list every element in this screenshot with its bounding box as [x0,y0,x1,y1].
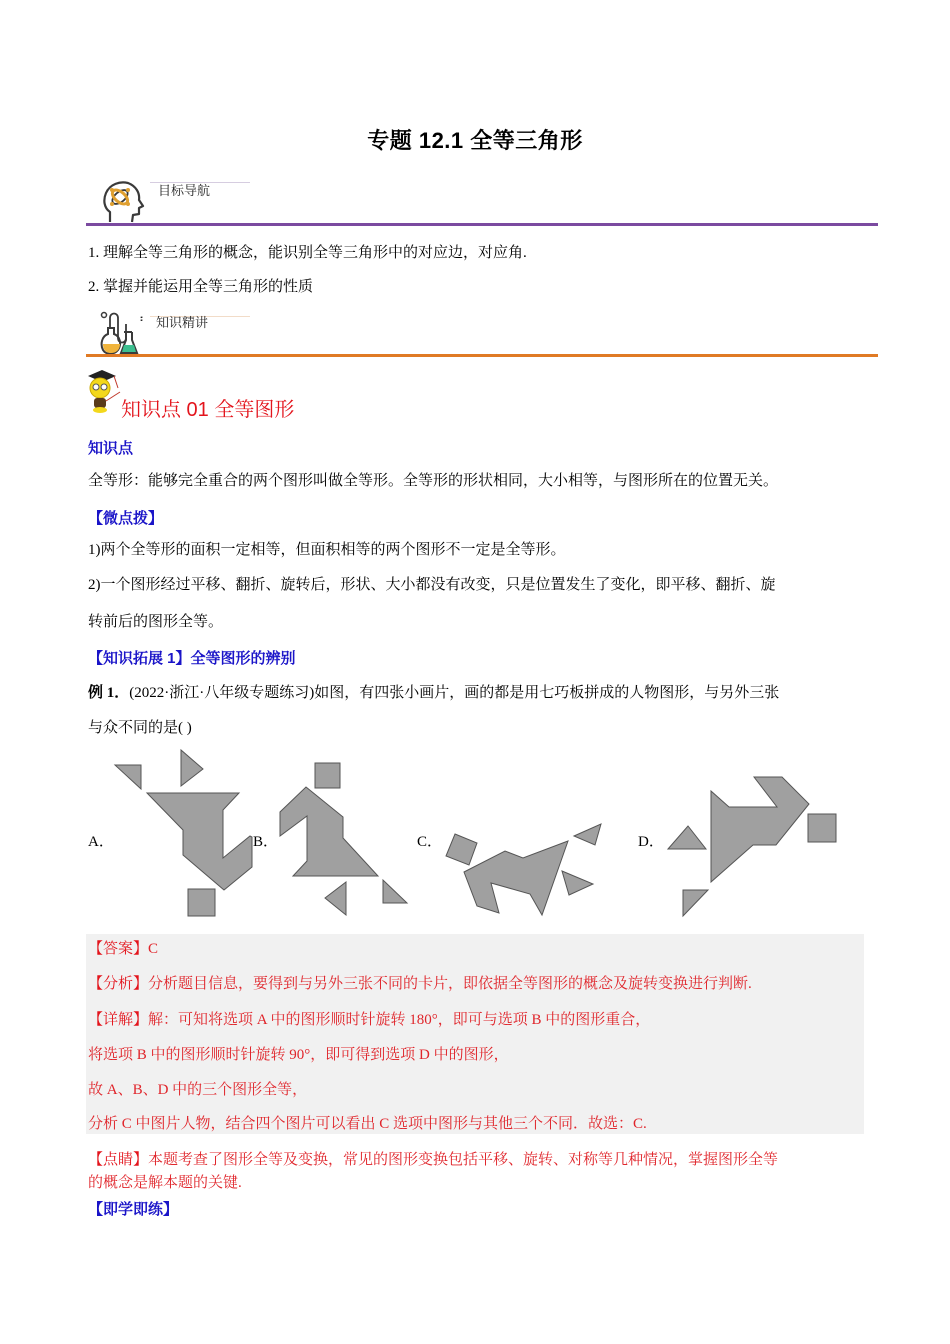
example-question-line1: (2022·浙江·八年级专题练习)如图，有四张小画片，画的都是用七巧板拼成的人物图形，与另外三张 [129,685,780,701]
example-question-line2: 与众不同的是( ) [88,720,192,736]
answer-value: C [148,941,159,957]
extension-heading: 【知识拓展 1】全等图形的辨别 [88,650,296,667]
tip-item-2: 2)一个图形经过平移、翻折、旋转后，形状、大小都没有改变，只是位置发生了变化，即平移、翻折、旋 [88,577,776,593]
goal-nav-label: 目标导航 [158,184,211,199]
knowledge-explain-label: 知识精讲 [156,316,209,331]
option-label-c: C． [417,834,443,850]
example-label: 例 1． [88,685,130,701]
tip-item-1: 1)两个全等形的面积一定相等，但面积相等的两个图形不一定是全等形。 [88,542,566,558]
definition-text: 全等形：能够完全重合的两个图形叫做全等形。全等形的形状相同，大小相等，与图形所在的位置无关。 [88,473,779,489]
page-title: 专题 12.1 全等三角形 [367,128,583,153]
tips-heading: 【微点拨】 [88,510,164,527]
tip-item-2-cont: 转前后的图形全等。 [88,614,224,630]
option-label-d: D． [638,834,664,850]
detail-text-1: 解：可知将选项 A 中的图形顺时针旋转 180°，即可与选项 B 中的图形重合， [148,1012,651,1028]
explain-dots-icon: ፡ [140,312,144,327]
figure-a [115,750,252,916]
comment-line-2: 的概念是解本题的关键. [88,1175,242,1191]
figure-c [446,824,601,915]
analysis-tag: 【分析】 [88,976,149,992]
detail-line-3: 故 A、B、D 中的三个图形全等， [88,1082,308,1098]
analysis-line [88,974,752,994]
figure-b [280,763,407,915]
detail-line-1 [88,1010,650,1030]
analysis-text: 分析题目信息，要得到与另外三张不同的卡片，即依据全等图形的概念及旋转变换进行判断. [148,976,752,992]
answer-tag: 【答案】 [88,941,149,957]
figure-d [668,777,836,916]
knowledge-point-subheading: 知识点 [88,440,134,457]
comment-tag: 【点睛】 [88,1152,149,1168]
knowledge-point-title: 知识点 01 全等图形 [121,399,295,421]
goal-item-2: 2. 掌握并能运用全等三角形的性质 [88,279,314,295]
comment-text-1: 本题考查了图形全等及变换，常见的图形变换包括平移、旋转、对称等几种情况，掌握图形全等 [148,1152,779,1168]
practice-heading: 【即学即练】 [88,1201,179,1218]
detail-line-4: 分析 C 中图片人物，结合四个图片可以看出 C 选项中图形与其他三个不同．故选：C. [88,1116,647,1132]
goal-item-1: 1. 理解全等三角形的概念，能识别全等三角形中的对应边，对应角. [88,245,527,261]
detail-tag: 【详解】 [88,1012,149,1028]
option-label-a: A． [88,834,114,850]
comment-line-1 [88,1150,778,1170]
answer-box [86,934,864,1134]
option-label-b: B． [253,834,279,850]
answer-line [88,939,158,959]
detail-line-2: 将选项 B 中的图形顺时针旋转 90°，即可得到选项 D 中的图形， [88,1047,509,1063]
